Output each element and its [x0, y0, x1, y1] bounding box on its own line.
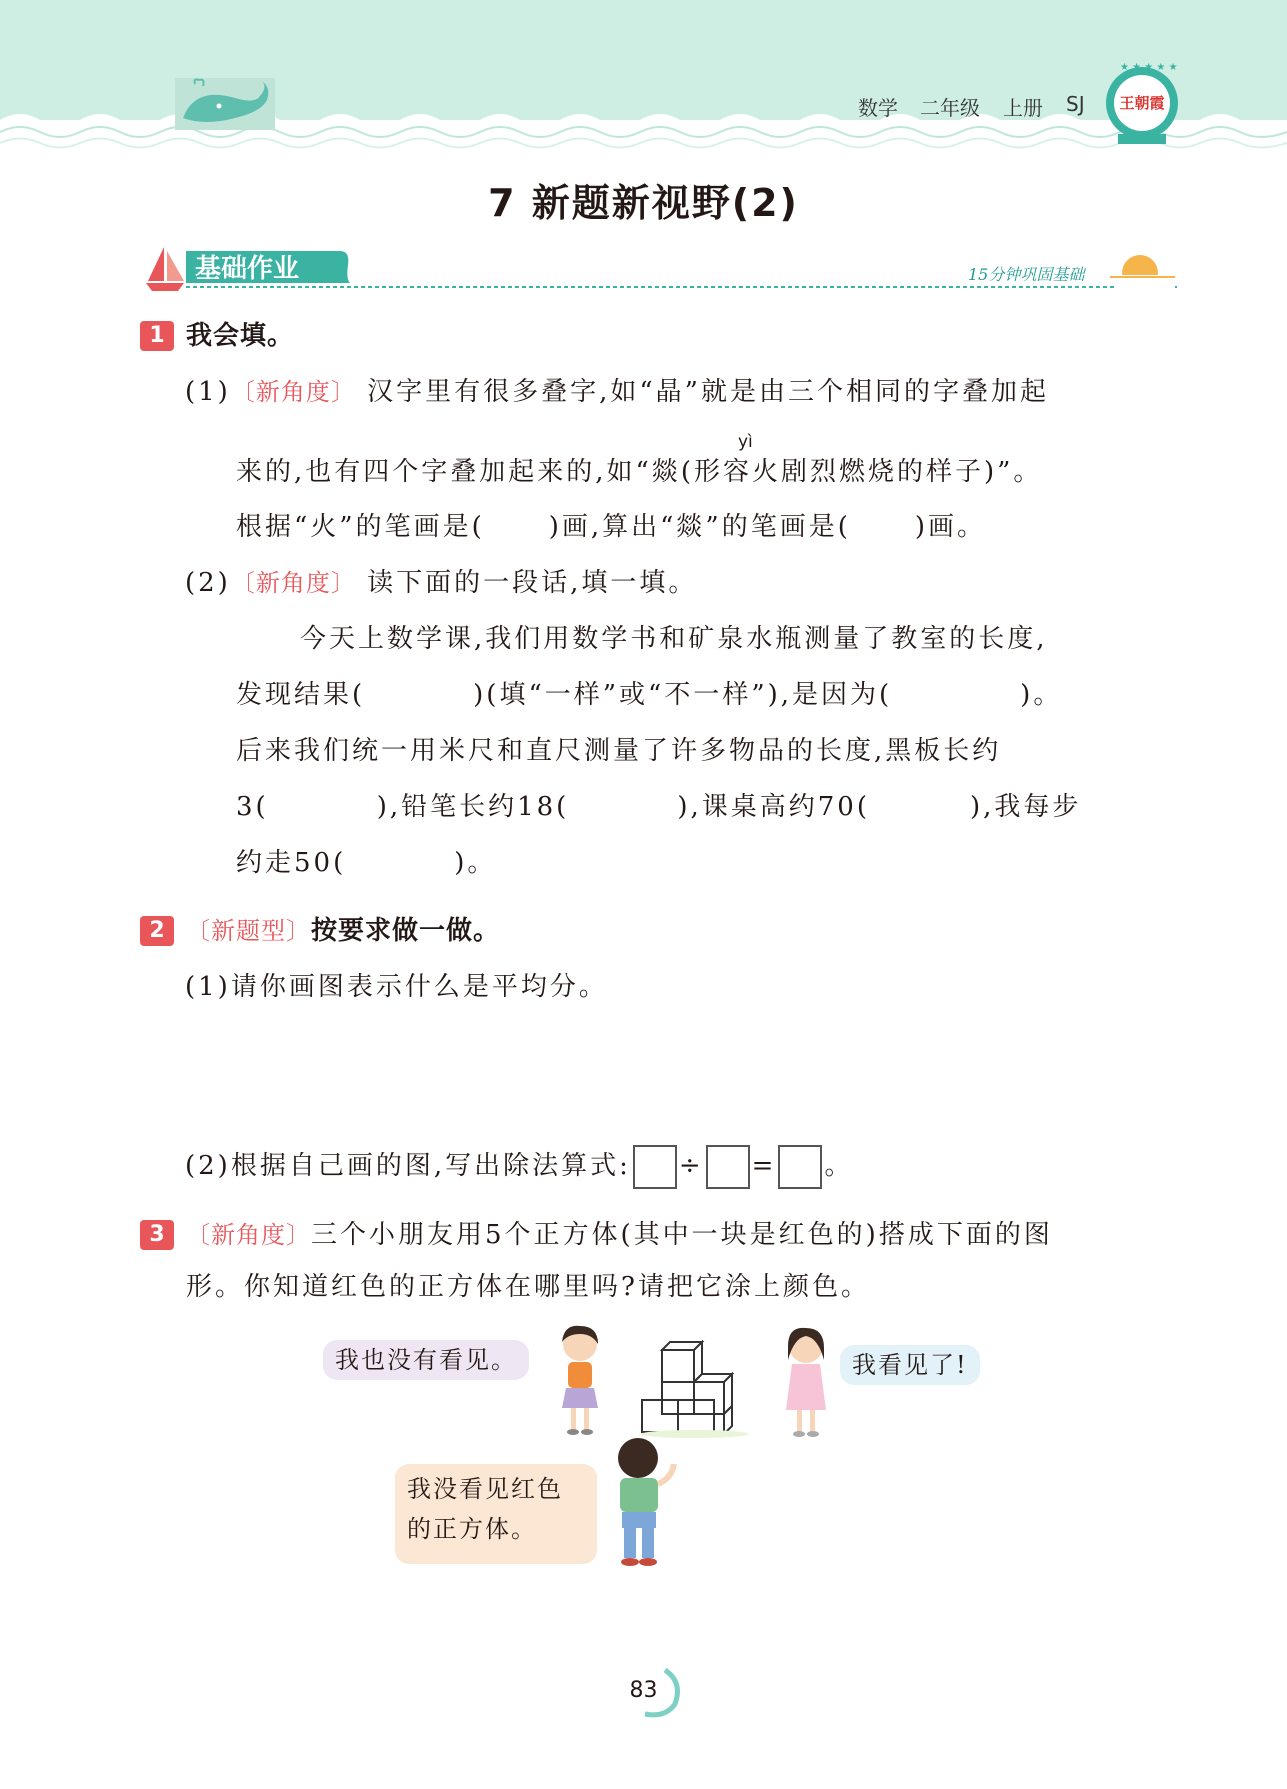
question-3-tag: 〔新角度〕 — [186, 1221, 311, 1249]
header-subject: 数学 — [858, 96, 898, 120]
logo-text: 王朝霞 — [1119, 94, 1165, 112]
q1-part2-line5 — [236, 846, 496, 880]
girl-right-illustration — [778, 1324, 834, 1444]
q1-part2-line4 — [236, 790, 1081, 824]
header-volume: 上册 — [1003, 96, 1043, 120]
question-2-heading: 按要求做一做。 — [311, 916, 501, 946]
answer-box[interactable] — [633, 1145, 677, 1189]
question-2-heading-line — [186, 914, 500, 948]
section-label: 基础作业 — [195, 254, 300, 284]
svg-text:★ ★ ★ ★ ★: ★ ★ ★ ★ ★ — [1120, 62, 1178, 73]
question-1-number: 1 — [140, 321, 174, 351]
girl-left-illustration — [552, 1322, 608, 1442]
q1-part2-text2a: 发现结果( — [236, 680, 366, 710]
q1-part2-line1: 今天上数学课,我们用数学书和矿泉水瓶测量了教室的长度, — [300, 624, 1048, 654]
q1-part2-text4d: ),我每步 — [969, 792, 1082, 822]
q1-part2-tag: 〔新角度〕 — [230, 569, 356, 597]
q1-part2-text4c: ),课桌高约70( — [677, 792, 870, 822]
q1-part2-text5a: 约走50( — [236, 848, 347, 878]
q1-part1-prefix: (1) — [185, 377, 231, 407]
drawing-area[interactable] — [185, 1010, 1175, 1130]
q1-part1-text3c: )画。 — [914, 512, 987, 542]
speech-bubble-right: 我看见了! — [840, 1345, 980, 1385]
page-title: 7 新题新视野(2) — [488, 181, 799, 225]
q2-part1: (1)请你画图表示什么是平均分。 — [185, 972, 608, 1002]
brand-logo — [1102, 58, 1182, 148]
question-3-line2: 形。你知道红色的正方体在哪里吗?请把它涂上颜色。 — [186, 1272, 870, 1302]
cubes-figure — [640, 1338, 750, 1438]
speech-bubble-left: 我也没有看见。 — [323, 1340, 529, 1380]
question-3-line1 — [186, 1218, 1053, 1252]
question-3-text1: 三个小朋友用5个正方体(其中一块是红色的)搭成下面的图 — [311, 1220, 1053, 1250]
q1-part2-text4b: ),铅笔长约18( — [376, 792, 570, 822]
q1-part1-line1 — [185, 375, 1049, 409]
q1-part2-line3: 后来我们统一用米尺和直尺测量了许多物品的长度,黑板长约 — [236, 736, 1002, 766]
question-1-heading: 我会填。 — [186, 321, 295, 351]
question-3-number: 3 — [140, 1220, 174, 1250]
header-edition: SJ — [1066, 92, 1085, 116]
q1-part2-instruction: 读下面的一段话,填一填。 — [367, 568, 698, 598]
q1-part2-line2 — [236, 678, 1062, 712]
division-sign: ÷ — [678, 1151, 704, 1181]
q1-part2-text2c: )。 — [1020, 680, 1063, 710]
whale-icon — [175, 78, 275, 130]
q1-part1-text1: 汉字里有很多叠字,如“晶”就是由三个相同的字叠加起 — [367, 377, 1049, 407]
q2-part2-end: 。 — [824, 1151, 854, 1181]
q1-part1-tag: 〔新角度〕 — [230, 378, 356, 406]
question-2-number: 2 — [140, 916, 174, 946]
answer-box[interactable] — [778, 1145, 822, 1189]
answer-box[interactable] — [706, 1145, 750, 1189]
q1-part1-text3a: 根据“火”的笔画是( — [236, 512, 485, 542]
q1-part1-line2: 来的,也有四个字叠加起来的,如“燚(形容火剧烈燃烧的样子)”。 — [236, 457, 1043, 487]
q2-part2 — [185, 1143, 853, 1189]
q1-part2-line0 — [185, 566, 697, 600]
q1-part2-prefix: (2) — [185, 568, 231, 598]
q1-part2-text5b: )。 — [454, 848, 497, 878]
equals-sign: = — [751, 1151, 777, 1181]
q1-part2-text2b: )(填“一样”或“不一样”),是因为( — [473, 680, 893, 710]
page-number: 83 — [629, 1678, 658, 1703]
boy-illustration — [602, 1434, 682, 1570]
q1-part1-line3 — [236, 510, 986, 544]
speech-bubble-bottom-line2: 的正方体。 — [407, 1515, 537, 1543]
q1-part1-text3b: )画,算出“燚”的笔画是( — [548, 512, 851, 542]
section-time-note: 15分钟巩固基础 — [968, 265, 1085, 284]
q1-part2-text4a: 3( — [236, 792, 269, 822]
speech-bubble-bottom — [395, 1464, 597, 1564]
q2-part2-text: (2)根据自己画的图,写出除法算式: — [185, 1151, 631, 1181]
question-2-tag: 〔新题型〕 — [186, 917, 311, 945]
pinyin-yi: yì — [738, 432, 753, 452]
speech-bubble-bottom-line1: 我没看见红色 — [407, 1475, 563, 1503]
header-grade: 二年级 — [920, 96, 980, 120]
